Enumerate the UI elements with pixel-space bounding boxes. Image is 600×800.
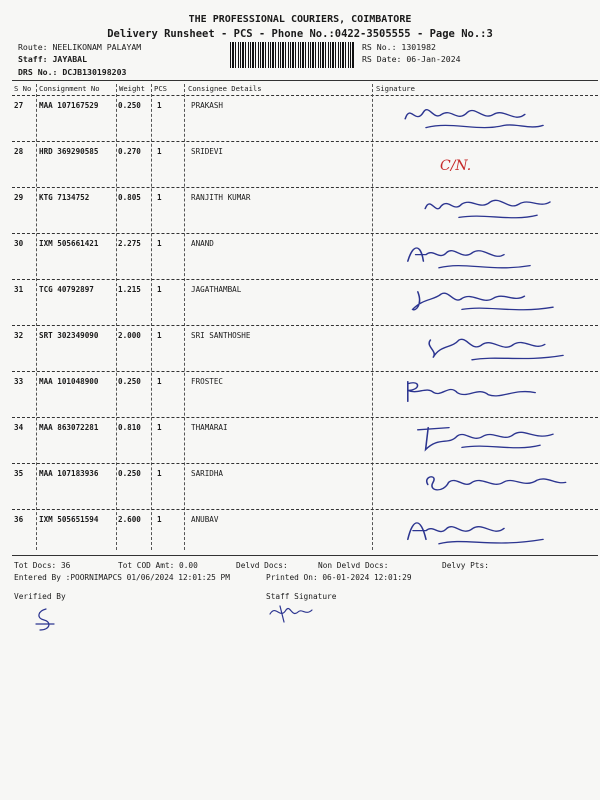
- rs-date: RS Date: 06-Jan-2024: [362, 54, 461, 64]
- row-consignee-name: PRAKASH: [191, 101, 224, 110]
- delivery-points: Delvy Pts:: [442, 561, 489, 570]
- staff-label: Staff: JAYABAL: [18, 54, 88, 64]
- col-weight: Weight: [119, 84, 145, 93]
- row-sno: 36: [14, 515, 24, 524]
- row-consignment-no: MAA 863072281: [39, 423, 99, 432]
- row-signature-scribble: [410, 421, 580, 461]
- row-signature-scribble: [420, 329, 590, 369]
- verified-by-label: Verified By: [14, 592, 66, 601]
- cn-handwritten-mark: C/N.: [440, 158, 472, 174]
- verified-by-signature: [30, 606, 60, 636]
- staff-signature-label: Staff Signature: [266, 592, 337, 601]
- col-pcs: PCS: [154, 84, 167, 93]
- row-weight: 0.810: [118, 423, 141, 432]
- row-signature-scribble: [400, 237, 570, 277]
- row-pcs: 1: [157, 285, 162, 294]
- row-consignment-no: IXM 505651594: [39, 515, 99, 524]
- row-consignment-no: SRT 302349090: [39, 331, 99, 340]
- row-sno: 33: [14, 377, 24, 386]
- row-consignee-name: SRI SANTHOSHE: [191, 331, 251, 340]
- row-weight: 0.270: [118, 147, 141, 156]
- tot-cod-amount: Tot COD Amt: 0.00: [118, 561, 198, 570]
- row-separator: [12, 187, 598, 188]
- row-consignee-name: SARIDHA: [191, 469, 224, 478]
- col-divider: [36, 84, 37, 550]
- row-consignee-name: JAGATHAMBAL: [191, 285, 242, 294]
- entered-by: Entered By :POORNIMAPCS 01/06/2024 12:01:25 PM: [14, 573, 230, 582]
- row-pcs: 1: [157, 101, 162, 110]
- tot-docs: Tot Docs: 36: [14, 561, 71, 570]
- row-sno: 30: [14, 239, 24, 248]
- col-consignment: Consignment No: [39, 84, 100, 93]
- row-sno: 27: [14, 101, 24, 110]
- row-consignment-no: IXM 505661421: [39, 239, 99, 248]
- row-consignment-no: HRD 369290585: [39, 147, 99, 156]
- company-title: THE PROFESSIONAL COURIERS, COIMBATORE: [188, 14, 412, 25]
- col-divider: [372, 84, 373, 550]
- footer-top-rule: [12, 555, 598, 556]
- row-consignee-name: ANAND: [191, 239, 214, 248]
- col-divider: [184, 84, 185, 550]
- row-weight: 2.600: [118, 515, 141, 524]
- drs-number: DRS No.: DCJB130198203: [18, 67, 127, 77]
- row-signature-scribble: [410, 283, 580, 323]
- row-separator: [12, 141, 598, 142]
- row-weight: 0.250: [118, 469, 141, 478]
- row-weight: 2.275: [118, 239, 141, 248]
- row-pcs: 1: [157, 147, 162, 156]
- row-signature-scribble: [400, 375, 570, 415]
- row-signature-scribble: [420, 467, 590, 507]
- row-pcs: 1: [157, 377, 162, 386]
- row-weight: 1.215: [118, 285, 141, 294]
- row-consignment-no: MAA 101048900: [39, 377, 99, 386]
- row-separator: [12, 371, 598, 372]
- row-signature-scribble: [400, 99, 570, 139]
- row-separator: [12, 509, 598, 510]
- row-consignment-no: KTG 7134752: [39, 193, 90, 202]
- table-top-rule: [12, 80, 598, 81]
- row-pcs: 1: [157, 193, 162, 202]
- col-consignee: Consignee Details: [188, 84, 262, 93]
- row-consignment-no: MAA 107183936: [39, 469, 99, 478]
- col-sno: S No: [14, 84, 32, 93]
- row-pcs: 1: [157, 469, 162, 478]
- row-sno: 32: [14, 331, 24, 340]
- non-delivered-docs: Non Delvd Docs:: [318, 561, 389, 570]
- row-pcs: 1: [157, 515, 162, 524]
- col-divider: [151, 84, 152, 550]
- row-pcs: 1: [157, 423, 162, 432]
- row-consignee-name: ANUBAV: [191, 515, 219, 524]
- row-sno: 35: [14, 469, 24, 478]
- staff-signature-scribble: [266, 600, 316, 624]
- row-signature-scribble: [400, 513, 570, 553]
- row-weight: 0.250: [118, 377, 141, 386]
- row-consignee-name: FROSTEC: [191, 377, 224, 386]
- runsheet-subtitle: Delivery Runsheet - PCS - Phone No.:0422-3505555 - Page No.:3: [107, 28, 493, 40]
- route-label: Route: NEELIKONAM PALAYAM: [18, 42, 142, 52]
- row-consignee-name: RANJITH KUMAR: [191, 193, 251, 202]
- row-separator: [12, 233, 598, 234]
- row-separator: [12, 417, 598, 418]
- col-divider: [116, 84, 117, 550]
- col-signature: Signature: [376, 84, 415, 93]
- row-sno: 34: [14, 423, 24, 432]
- row-pcs: 1: [157, 331, 162, 340]
- row-weight: 0.250: [118, 101, 141, 110]
- rs-number: RS No.: 1301982: [362, 42, 436, 52]
- row-weight: 0.805: [118, 193, 141, 202]
- row-sno: 31: [14, 285, 24, 294]
- barcode-image: [230, 42, 354, 68]
- delivered-docs: Delvd Docs:: [236, 561, 288, 570]
- row-signature-scribble: [420, 191, 590, 231]
- row-consignment-no: TCG 40792897: [39, 285, 94, 294]
- row-sno: 29: [14, 193, 24, 202]
- printed-on: Printed On: 06-01-2024 12:01:29: [266, 573, 412, 582]
- row-consignee-name: SRIDEVI: [191, 147, 224, 156]
- row-separator: [12, 279, 598, 280]
- row-sno: 28: [14, 147, 24, 156]
- row-separator: [12, 325, 598, 326]
- row-consignment-no: MAA 107167529: [39, 101, 99, 110]
- row-separator: [12, 463, 598, 464]
- table-header-rule: [12, 95, 598, 96]
- row-pcs: 1: [157, 239, 162, 248]
- row-consignee-name: THAMARAI: [191, 423, 228, 432]
- row-weight: 2.000: [118, 331, 141, 340]
